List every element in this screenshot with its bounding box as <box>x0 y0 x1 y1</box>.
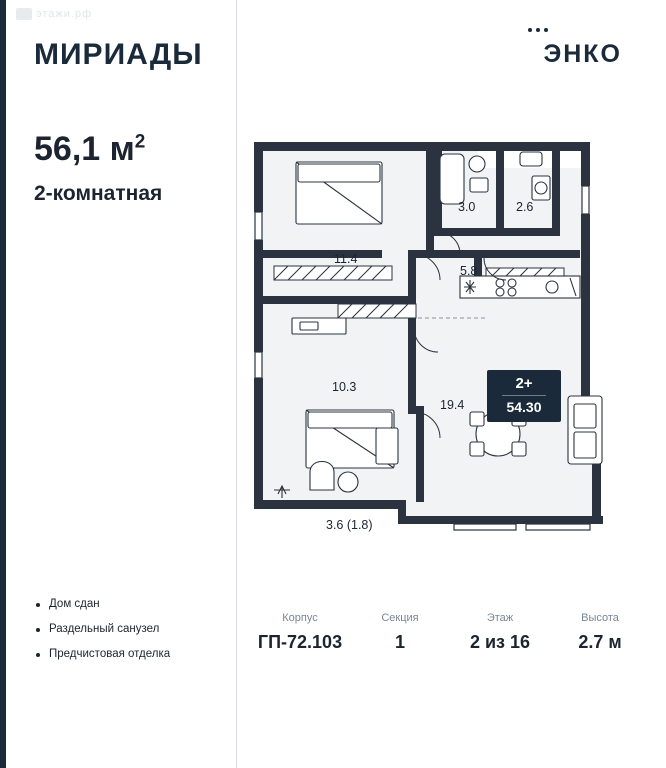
room-label-kitchen-living: 19.4 <box>440 398 465 412</box>
furniture-bedroom <box>296 162 382 224</box>
meta-value: 1 <box>394 632 405 652</box>
watermark <box>16 8 92 20</box>
bullet-icon <box>36 653 40 657</box>
meta-height <box>550 612 650 653</box>
developer-logo <box>543 40 622 69</box>
area-unit-sup: 2 <box>134 131 146 153</box>
meta-value: ГП-72.103 <box>257 632 343 652</box>
bullet-icon <box>36 603 40 607</box>
features-list <box>36 598 226 673</box>
furniture-desk <box>292 318 346 334</box>
room-label-wc: 2.6 <box>516 200 534 214</box>
meta-building <box>250 612 350 653</box>
meta-value: 2.7 м <box>578 632 622 652</box>
room-label-bedroom: 11.4 <box>334 252 358 266</box>
furniture-room <box>306 410 398 468</box>
rooms-subtitle: 2-комнатная <box>34 182 163 205</box>
developer-name: ЭНКО <box>543 40 622 68</box>
feature-label: Дом сдан <box>49 598 100 610</box>
logo-dots-icon <box>528 28 548 32</box>
floor-plan <box>248 128 648 558</box>
meta-row <box>250 612 650 653</box>
meta-label: Этаж <box>486 612 514 624</box>
meta-label: Секция <box>381 612 419 624</box>
badge-area: 54.30 <box>506 399 542 415</box>
page-title <box>34 130 145 169</box>
vertical-divider <box>236 0 237 768</box>
room-label-hall: 5.8 <box>460 264 478 278</box>
left-accent-rail <box>0 0 6 768</box>
list-item <box>36 623 226 635</box>
furniture-kitchen <box>460 276 580 298</box>
room-label-room: 10.3 <box>332 380 357 394</box>
room-label-bathroom: 3.0 <box>458 200 476 214</box>
watermark-badge-icon <box>16 8 32 20</box>
meta-section <box>350 612 450 653</box>
watermark-text: этажи.рф <box>36 8 93 20</box>
meta-value: 2 из 16 <box>469 632 531 652</box>
furniture-living <box>568 396 602 464</box>
area-value: 56,1 м <box>34 130 135 168</box>
status-badge <box>487 370 561 422</box>
list-item <box>36 648 226 660</box>
brand-title: МИРИАДЫ <box>34 38 203 71</box>
meta-label: Корпус <box>282 612 318 624</box>
meta-label: Высота <box>581 612 619 624</box>
feature-label: Предчистовая отделка <box>49 648 171 660</box>
badge-rooms: 2+ <box>515 375 533 392</box>
feature-label: Раздельный санузел <box>49 623 160 635</box>
badge-divider <box>502 395 546 396</box>
list-item <box>36 598 226 610</box>
meta-floor <box>450 612 550 653</box>
bullet-icon <box>36 628 40 632</box>
room-label-balcony: 3.6 (1.8) <box>326 518 373 532</box>
floor-plan-drawing <box>248 128 648 558</box>
